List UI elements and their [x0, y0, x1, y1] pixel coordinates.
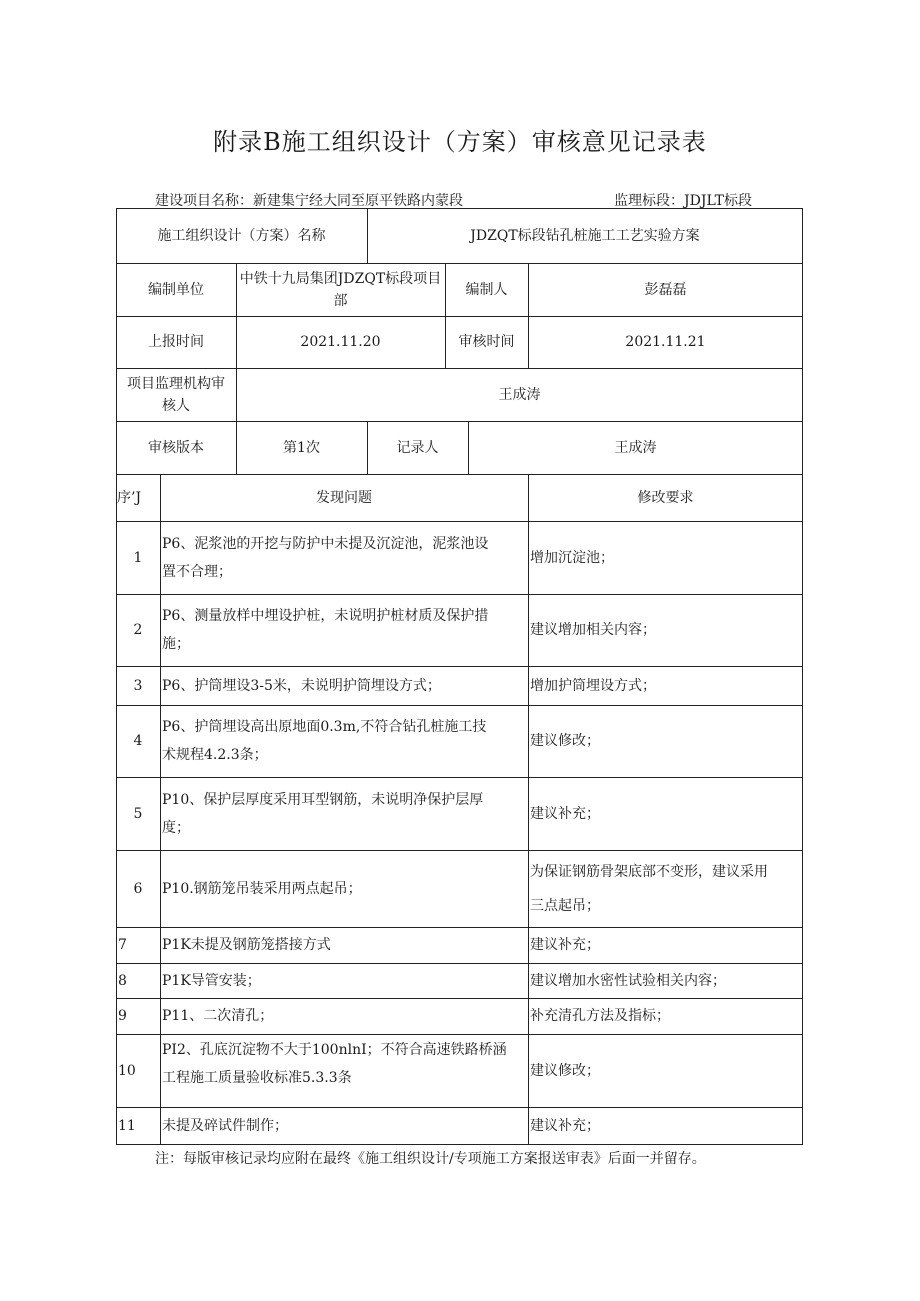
version-label: 审核版本 [148, 439, 204, 456]
row-1-no: 1 [133, 549, 143, 566]
row-9-issue: P11、二次清孔； [162, 1008, 274, 1024]
review-time-value: 2021.11.21 [625, 334, 706, 350]
row-10-issue: PI2、孔底沉淀物不大于100nlnI；不符合高速铁路桥涵 工程施工质量验收标准5.3.3条 [162, 1042, 507, 1086]
review-time-label: 审核时间 [458, 334, 515, 350]
row-10-no: 10 [118, 1062, 136, 1079]
row-11-requirement: 建议补充； [530, 1118, 600, 1134]
row-2-requirement: 建议增加相关内容； [530, 622, 656, 638]
project-name: 建设项目名称：新建集宁经大同至原平铁路内蒙段 [155, 193, 463, 209]
row-8-requirement: 建议增加水密性试验相关内容； [530, 972, 726, 989]
row-5-requirement: 建议补充； [530, 805, 600, 822]
row-2-issue: P6、测量放样中埋设护桩，未说明护桩材质及保护措 施； [162, 608, 489, 652]
author-value: 彭磊磊 [644, 281, 687, 298]
row-1-requirement: 增加沉淀池； [530, 549, 614, 566]
author-label: 编制人 [465, 281, 508, 298]
row-9-requirement: 补充清孔方法及指标； [530, 1008, 670, 1024]
row-1-issue: P6、泥浆池的开挖与防护中未提及沉淀池，泥浆池设 置不合理； [162, 535, 489, 580]
footnote: 注：每版审核记录均应附在最终《施工组织设计/专项施工方案报送审表》后面一并留存。 [155, 1151, 706, 1167]
supervision-section: 监理标段：JDJLT标段 [614, 193, 752, 209]
reviewer-value: 王成涛 [498, 386, 541, 403]
recorder-value: 王成涛 [614, 439, 657, 456]
row-3-issue: P6、护筒埋设3-5米，未说明护筒埋设方式； [162, 677, 441, 694]
row-4-no: 4 [133, 733, 143, 749]
row-4-issue: P6、护筒埋设高出原地面0.3m,不符合钻孔桩施工技 术规程4.2.3条； [162, 719, 487, 763]
report-time-value: 2021.11.20 [300, 334, 381, 350]
row-6-requirement: 为保证钢筋骨架底部不变形，建议采用 三点起吊； [530, 863, 768, 914]
unit-value: 中铁十九局集团JDZQT标段项目部 [239, 270, 442, 309]
report-time-label: 上报时间 [148, 334, 204, 350]
recorder-label: 记录人 [396, 439, 439, 456]
index-header: 序’J [117, 489, 142, 506]
row-7-issue: P1K未提及钢筋笼搭接方式 [162, 937, 331, 953]
row-5-issue: P10、保护层厚度采用耳型钢筋，未说明净保护层厚 度； [162, 791, 484, 836]
row-3-requirement: 增加护筒埋设方式； [530, 677, 656, 694]
version-value: 第1次 [283, 439, 320, 456]
row-8-no: 8 [118, 972, 127, 989]
row-6-no: 6 [133, 880, 143, 897]
review-record-table [116, 208, 803, 1145]
requirement-header: 修改要求 [637, 489, 694, 506]
row-7-requirement: 建议补充； [530, 937, 600, 953]
plan-name-label: 施工组织设计（方案）名称 [157, 227, 326, 244]
unit-label: 编制单位 [148, 281, 204, 298]
row-5-no: 5 [133, 805, 143, 822]
row-2-no: 2 [133, 622, 143, 638]
row-3-no: 3 [133, 677, 143, 694]
row-6-issue: P10.钢筋笼吊装采用两点起吊； [162, 880, 362, 897]
row-11-no: 11 [118, 1118, 136, 1134]
page-title: 附录B施工组织设计（方案）审核意见记录表 [213, 128, 707, 156]
issue-header: 发现问题 [316, 489, 372, 506]
row-9-no: 9 [118, 1008, 127, 1024]
row-7-no: 7 [118, 937, 127, 953]
row-10-requirement: 建议修改； [530, 1062, 600, 1079]
row-4-requirement: 建议修改； [530, 733, 600, 749]
row-11-issue: 未提及碎试件制作； [162, 1118, 288, 1134]
reviewer-label: 项目监理机构审 核人 [127, 375, 225, 414]
plan-name-value: JDZQT标段钻孔桩施工工艺实验方案 [470, 227, 700, 244]
row-8-issue: P1K导管安装； [162, 972, 261, 989]
